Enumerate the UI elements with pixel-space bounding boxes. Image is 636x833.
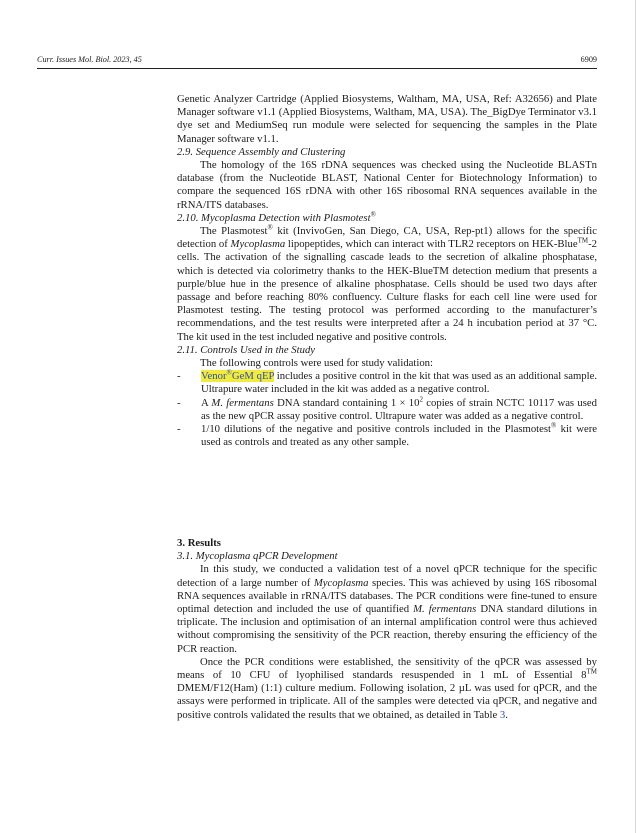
- results-paragraph-1: In this study, we conducted a validation test of a novel qPCR technique for the specific detection of a large number of Mycoplasma species. This was achieved by using 16S ribosomal RNA sequences available in rRNA/ITS databases. The PCR conditions were fine-tuned to ensure optimal detection and included the use of quantified M. fermentans DNA standard dilutions in triplicate. The inclusion and optimisation of an internal amplification control were thus achieved without compromising the sensitivity of the PCR reaction, thereby ensuring the efficiency of the PCR reaction.: [177, 563, 597, 655]
- journal-citation: Curr. Issues Mol. Biol. 2023, 45: [37, 55, 142, 64]
- paragraph-intro: Genetic Analyzer Cartridge (Applied Biosystems, Waltham, MA, USA, Ref: A32656) and Plate Manager software v1.1 (Applied Biosystems, Waltham, MA, USA). The_BigDye Terminator v3.1 dye set and MediumSeq run module were selected for sequencing the samples in the Plate Manager software v1.1.: [177, 93, 597, 145]
- page-number: 6909: [580, 55, 597, 64]
- results-paragraph-2: Once the PCR conditions were established, the sensitivity of the qPCR was assessed by means of 10 CFU of lyophilised standards resuspended in 1 mL of Essential 8™ DMEM/F12(Ham) (1:1) culture medium. Following isolation, 2 µL was used for qPCR, and the assays were performed in triplicate. All of the samples were detected via qPCR, and negative and positive controls validated the results that we obtained, as detailed in Table 3.: [177, 655, 597, 721]
- list-item: - A M. fermentans DNA standard containing $1 \times 10^2$ copies of strain NCTC 10117 was used as the new qPCR assay positive control. Ultrapure water was added as a negative control.: [177, 395, 597, 422]
- paragraph-2-9: The homology of the 16S rDNA sequences was checked using the Nucleotide BLASTn database (from the Nucleotide BLAST, National Center for Biotechnology Information) to compare the sequenced 16S rDNA with other 16S ribosomal RNA sequences available in the rRNA/ITS databases.: [177, 159, 597, 211]
- highlighted-link[interactable]: Venor®GeM qEP: [201, 368, 275, 383]
- section-heading-2-11: 2.11. Controls Used in the Study: [177, 343, 316, 356]
- controls-list: [177, 370, 597, 449]
- results-heading: 3. Results: [177, 537, 221, 549]
- methods-body: [177, 93, 597, 449]
- results-subheading: 3.1. Mycoplasma qPCR Development: [177, 550, 338, 563]
- paragraph-2-10: The Plasmotest® kit (InvivoGen, San Diego, CA, USA, Rep-pt1) allows for the specific detection of Mycoplasma lipopeptides, which can interact with TLR2 receptors on HEK-Blue™-2 cells. The activation of the signalling cascade leads to the secretion of alkaline phosphatase, which is detected via colorimetry thanks to the HEK-BlueTM detection medium that presents a purple/blue hue in the presence of alkaline phosphatase. Cells should be used two days after passage and before reaching 80% confluency. Culture flasks for each cell line were used for Plasmotest testing. The testing protocol was performed according to the manufacturer’s recommendations, and the test results were interpreted after a 24 h incubation period at 37 °C. The kit used in the test included negative and positive controls.: [177, 223, 598, 343]
- results-body: [177, 537, 597, 722]
- list-item: - 1/10 dilutions of the negative and positive controls included in the Plasmotest® kit were used as controls and treated as any other sample.: [177, 421, 597, 449]
- section-heading-2-10: 2.10. Mycoplasma Detection with Plasmotest®: [177, 210, 376, 224]
- table-reference-link[interactable]: 3: [499, 708, 506, 721]
- section-heading-2-9: 2.9. Sequence Assembly and Clustering: [177, 145, 346, 158]
- list-item: - Venor®GeM qEP includes a positive control in the kit that was used as an additional sample. Ultrapure water included in the kit was added as a negative control.: [177, 368, 597, 396]
- paragraph-2-11-intro: The following controls were used for study validation:: [200, 357, 433, 370]
- header-rule: [37, 68, 597, 69]
